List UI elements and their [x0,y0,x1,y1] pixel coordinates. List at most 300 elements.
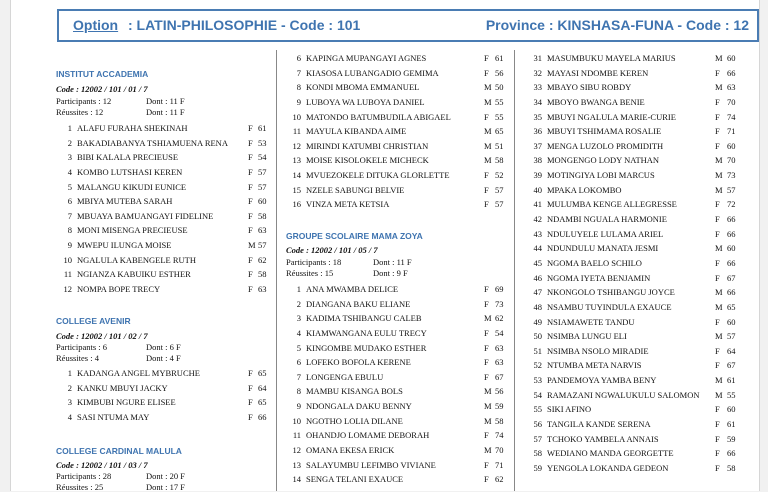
participants-count: Participants : 12 [56,96,112,106]
student-number: 47 [533,287,542,298]
student-name: MATONDO BATUMBUDILA ABIGAEL [306,111,451,122]
student-row [515,82,755,97]
student-row [277,155,513,170]
student-sex: M [715,53,723,63]
reussites-count: Réussites : 25 [56,482,104,492]
student-row [277,199,513,214]
student-number: 8 [296,82,301,93]
student-sex: F [715,111,720,122]
student-score: 52 [495,170,504,181]
student-sex: F [715,433,720,444]
student-name: BIBI KALALA PRECIEUSE [77,152,179,163]
student-score: 70 [727,155,736,166]
student-number: 5 [67,181,72,192]
student-sex: M [715,243,723,254]
student-score: 58 [727,462,736,473]
student-row [11,138,273,153]
student-list [277,53,513,214]
student-score: 63 [495,357,504,368]
student-name: SIKI AFINO [547,404,592,415]
school-code: Code : 12002 / 101 / 05 / 7 [286,245,378,255]
student-number: 58 [533,448,542,459]
student-score: 69 [495,284,504,294]
student-row [11,397,273,412]
student-name: YENGOLA LOKANDA GEDEON [547,462,669,473]
student-number: 35 [533,111,542,122]
student-name: KIMBUBI NGURE ELISEE [77,397,176,408]
participants-count: Participants : 6 [56,342,107,352]
student-number: 3 [67,152,72,163]
reussites-dont: Dont : 11 F [146,107,185,117]
student-name: NTUMBA META NARVIS [547,360,642,371]
student-score: 73 [727,170,736,181]
student-score: 57 [727,184,736,195]
participants-dont: Dont : 20 F [146,471,185,481]
student-sex: M [484,415,492,426]
student-number: 51 [533,345,542,356]
student-row [277,372,513,387]
student-score: 54 [495,327,504,338]
student-score: 63 [258,225,267,236]
student-list [11,123,273,299]
student-sex: F [715,199,720,210]
student-name: MULUMBA KENGE ALLEGRESSE [547,199,677,210]
student-number: 31 [533,53,542,63]
school-code: Code : 12002 / 101 / 02 / 7 [56,331,148,341]
student-sex: F [715,360,720,371]
student-name: MAMBU KISANGA BOLS [306,386,403,397]
student-row [515,419,755,434]
school-name: COLLEGE CARDINAL MALULA [56,446,182,456]
student-name: MBOYO BWANGA BENIE [547,96,645,107]
student-score: 74 [727,111,736,122]
participants-stat [286,257,486,267]
student-sex: F [248,284,253,295]
student-number: 3 [67,397,72,408]
student-name: LONGENGA EBULU [306,371,384,382]
student-name: OHANDJO LOMAME DEBORAH [306,430,430,441]
student-number: 10 [292,111,301,122]
student-row [277,126,513,141]
student-number: 49 [533,316,542,327]
student-sex: M [484,126,492,137]
student-sex: F [715,96,720,107]
reussites-count: Réussites : 15 [286,268,334,278]
student-number: 6 [296,357,301,368]
student-name: KADIMA TSHIBANGU CALEB [306,313,422,324]
student-sex: F [484,371,489,382]
student-score: 67 [495,371,504,382]
student-sex: M [484,96,492,107]
student-name: NGALULA KABENGELE RUTH [77,254,196,265]
student-row [515,243,755,258]
student-number: 4 [67,166,72,177]
student-row [277,299,513,314]
student-number: 14 [292,170,301,181]
student-score: 73 [495,298,504,309]
student-score: 63 [495,342,504,353]
student-number: 15 [292,184,301,195]
student-row [515,155,755,170]
student-row [11,284,273,299]
student-number: 1 [67,123,72,133]
student-number: 34 [533,96,542,107]
student-name: MENGA LUZOLO PROMIDITH [547,140,664,151]
student-number: 42 [533,214,542,225]
student-name: LOFEKO BOFOLA KERENE [306,357,411,368]
student-name: MOISE KISOLOKELE MICHECK [306,155,429,166]
reussites-count: Réussites : 12 [56,107,104,117]
student-row [515,302,755,317]
student-score: 60 [727,316,736,327]
student-sex: M [484,82,492,93]
student-sex: F [484,357,489,368]
participants-dont: Dont : 11 F [373,257,412,267]
student-name: BAKADIABANYA TSHIAMUENA RENA [77,137,228,148]
student-score: 57 [495,184,504,195]
school-code: Code : 12002 / 101 / 03 / 7 [56,460,148,470]
student-number: 36 [533,126,542,137]
student-sex: M [715,375,723,386]
student-number: 6 [296,53,301,63]
student-sex: F [248,152,253,163]
student-name: NDONGALA DAKU BENNY [306,401,412,412]
student-row [515,273,755,288]
student-row [515,170,755,185]
reussites-stat [56,107,256,117]
student-name: NGOTHO LOLIA DILANE [306,415,403,426]
student-sex: F [715,67,720,78]
student-score: 60 [727,53,736,63]
student-score: 56 [495,386,504,397]
student-score: 57 [258,181,267,192]
student-name: NGIANZA KABUIKU ESTHER [77,269,191,280]
student-score: 53 [258,137,267,148]
student-row [277,474,513,489]
student-score: 63 [258,284,267,295]
student-number: 33 [533,82,542,93]
student-name: TCHOKO YAMBELA ANNAIS [547,433,659,444]
student-name: ALAFU FURAHA SHEKINAH [77,123,188,133]
student-score: 58 [258,210,267,221]
student-number: 11 [292,126,301,137]
student-sex: F [248,210,253,221]
student-name: SENGA TELANI EXAUCE [306,474,404,485]
student-score: 63 [727,82,736,93]
student-sex: M [715,301,723,312]
student-row [11,412,273,427]
student-sex: M [715,184,723,195]
student-sex: F [715,228,720,239]
student-name: MONGENGO LODY NATHAN [547,155,660,166]
student-number: 1 [67,368,72,378]
student-row [515,331,755,346]
student-number: 10 [292,415,301,426]
student-sex: F [484,111,489,122]
student-sex: F [248,137,253,148]
student-name: KANKU MBUYI JACKY [77,382,168,393]
student-name: NSIMBA LUNGU ELI [547,331,627,342]
student-row [277,401,513,416]
student-number: 50 [533,331,542,342]
student-sex: M [715,287,723,298]
student-score: 74 [495,430,504,441]
student-number: 7 [67,210,72,221]
student-score: 59 [727,433,736,444]
student-score: 66 [727,67,736,78]
student-score: 65 [727,301,736,312]
student-number: 12 [63,284,72,295]
student-name: MONI MISENGA PRECIEUSE [77,225,188,236]
student-sex: F [248,123,253,133]
student-score: 61 [495,53,504,63]
student-name: KOMBO LUTSHASI KEREN [77,166,183,177]
student-score: 60 [727,140,736,151]
student-name: MBIYA MUTEBA SARAH [77,196,173,207]
student-row [515,112,755,127]
student-row [515,375,755,390]
student-sex: F [484,298,489,309]
student-number: 13 [292,155,301,166]
student-score: 55 [727,389,736,400]
student-score: 56 [495,67,504,78]
student-sex: M [484,445,492,456]
student-row [277,430,513,445]
student-sex: F [248,368,253,378]
student-row [515,287,755,302]
student-name: NSAMBU TUYINDULA EXAUCE [547,301,672,312]
student-row [11,225,273,240]
student-row [515,214,755,229]
document-page [10,0,760,491]
student-name: MBUYI NGALULA MARIE-CURIE [547,111,676,122]
student-score: 57 [258,240,267,251]
student-row [515,53,755,68]
student-number: 14 [292,474,301,485]
student-name: SASI NTUMA MAY [77,411,150,422]
student-name: MALANGU KIKUDI EUNICE [77,181,187,192]
student-name: NSIMBA NSOLO MIRADIE [547,345,649,356]
student-row [515,141,755,156]
student-row [277,313,513,328]
student-score: 57 [727,331,736,342]
student-score: 55 [495,111,504,122]
student-score: 67 [727,360,736,371]
student-list [11,368,273,427]
student-row [515,390,755,405]
option-label: Option [73,17,119,33]
student-number: 2 [67,137,72,148]
student-row [11,123,273,138]
participants-stat [56,471,256,481]
student-number: 57 [533,433,542,444]
student-row [11,182,273,197]
student-row [277,416,513,431]
student-row [11,383,273,398]
student-sex: M [715,389,723,400]
student-sex: F [248,225,253,236]
student-name: VINZA META KETSIA [306,199,390,210]
student-sex: F [484,67,489,78]
student-number: 37 [533,140,542,151]
option-block [73,17,360,33]
student-name: KIASOSA LUBANGADIO GEMIMA [306,67,439,78]
student-name: ANA MWAMBA DELICE [306,284,399,294]
student-row [515,229,755,244]
student-number: 41 [533,199,542,210]
student-score: 51 [495,140,504,151]
student-number: 53 [533,375,542,386]
student-number: 55 [533,404,542,415]
student-score: 59 [495,401,504,412]
student-number: 13 [292,459,301,470]
province-label: Province : KINSHASA-FUNA - Code : 12 [485,17,749,33]
student-number: 1 [296,284,301,294]
student-name: NSIAMAWETE TANDU [547,316,635,327]
student-sex: F [484,284,489,294]
student-name: NDULUYELE LULAMA ARIEL [547,228,664,239]
student-number: 39 [533,170,542,181]
student-row [515,404,755,419]
student-score: 61 [258,123,267,133]
student-number: 56 [533,419,542,430]
student-name: NZELE SABUNGI BELVIE [306,184,405,195]
student-name: MPAKA LOKOMBO [547,184,622,195]
student-name: DIANGANA BAKU ELIANE [306,298,411,309]
student-score: 71 [495,459,504,470]
student-name: NOMPA BOPE TRECY [77,284,161,295]
participants-count: Participants : 18 [286,257,342,267]
student-name: NGOMA BAELO SCHILO [547,257,642,268]
student-name: LUBOYA WA LUBOYA DANIEL [306,96,425,107]
student-number: 46 [533,272,542,283]
student-sex: F [715,404,720,415]
student-row [11,240,273,255]
student-sex: F [715,345,720,356]
student-number: 4 [296,327,301,338]
student-score: 54 [258,152,267,163]
student-score: 62 [495,313,504,324]
student-score: 57 [258,166,267,177]
student-score: 55 [495,96,504,107]
reussites-stat [286,268,486,278]
student-sex: M [715,82,723,93]
student-sex: M [484,401,492,412]
student-score: 64 [727,345,736,356]
student-number: 11 [63,269,72,280]
student-number: 12 [292,445,301,456]
school-name: GROUPE SCOLAIRE MAMA ZOYA [286,231,423,241]
student-row [277,53,513,68]
student-score: 66 [727,287,736,298]
student-number: 5 [296,342,301,353]
student-score: 66 [727,448,736,459]
student-sex: F [248,269,253,280]
student-row [515,317,755,332]
student-row [277,445,513,460]
participants-stat [56,342,256,352]
student-number: 7 [296,371,301,382]
student-row [277,460,513,475]
student-name: MAYULA KIBANDA AIME [306,126,407,137]
student-row [515,68,755,83]
reussites-stat [56,353,256,363]
student-row [11,196,273,211]
student-number: 48 [533,301,542,312]
student-name: MAYASI NDOMBE KEREN [547,67,649,78]
student-sex: F [484,342,489,353]
student-number: 32 [533,67,542,78]
student-sex: F [715,316,720,327]
student-score: 61 [727,375,736,386]
student-row [515,346,755,361]
student-sex: F [248,382,253,393]
student-sex: M [484,140,492,151]
reussites-count: Réussites : 4 [56,353,99,363]
student-sex: F [484,459,489,470]
student-sex: M [715,331,723,342]
student-sex: F [248,196,253,207]
student-number: 4 [67,411,72,422]
student-row [515,126,755,141]
student-sex: F [715,257,720,268]
student-row [11,269,273,284]
student-sex: F [248,181,253,192]
student-row [277,284,513,299]
reussites-dont: Dont : 4 F [146,353,181,363]
student-number: 9 [67,240,72,251]
student-name: KAPINGA MUPANGAYI AGNES [306,53,427,63]
student-sex: F [484,170,489,181]
student-score: 60 [727,404,736,415]
student-row [277,328,513,343]
student-number: 9 [296,401,301,412]
student-score: 62 [495,474,504,485]
student-name: NGOMA IYETA BENJAMIN [547,272,651,283]
student-sex: F [248,166,253,177]
student-number: 8 [67,225,72,236]
student-score: 66 [258,411,267,422]
student-number: 54 [533,389,542,400]
student-list [277,284,513,489]
student-sex: M [715,170,723,181]
student-number: 9 [296,96,301,107]
student-sex: M [484,386,492,397]
student-name: NDUNDULU MANATA JESMI [547,243,659,254]
student-sex: F [484,53,489,63]
student-score: 67 [727,272,736,283]
student-number: 52 [533,360,542,371]
student-sex: F [484,474,489,485]
student-sex: F [715,140,720,151]
student-sex: F [484,430,489,441]
participants-dont: Dont : 6 F [146,342,181,352]
student-sex: F [484,184,489,195]
student-score: 58 [258,269,267,280]
student-number: 7 [296,67,301,78]
student-name: SALAYUMBU LEFIMBO VIVIANE [306,459,436,470]
reussites-dont: Dont : 9 F [373,268,408,278]
student-score: 61 [727,419,736,430]
student-sex: F [715,462,720,473]
student-number: 2 [296,298,301,309]
option-value: : LATIN-PHILOSOPHIE - Code : 101 [128,17,361,33]
participants-dont: Dont : 11 F [146,96,185,106]
student-number: 6 [67,196,72,207]
student-score: 66 [727,214,736,225]
student-sex: F [248,397,253,408]
student-score: 65 [258,397,267,408]
